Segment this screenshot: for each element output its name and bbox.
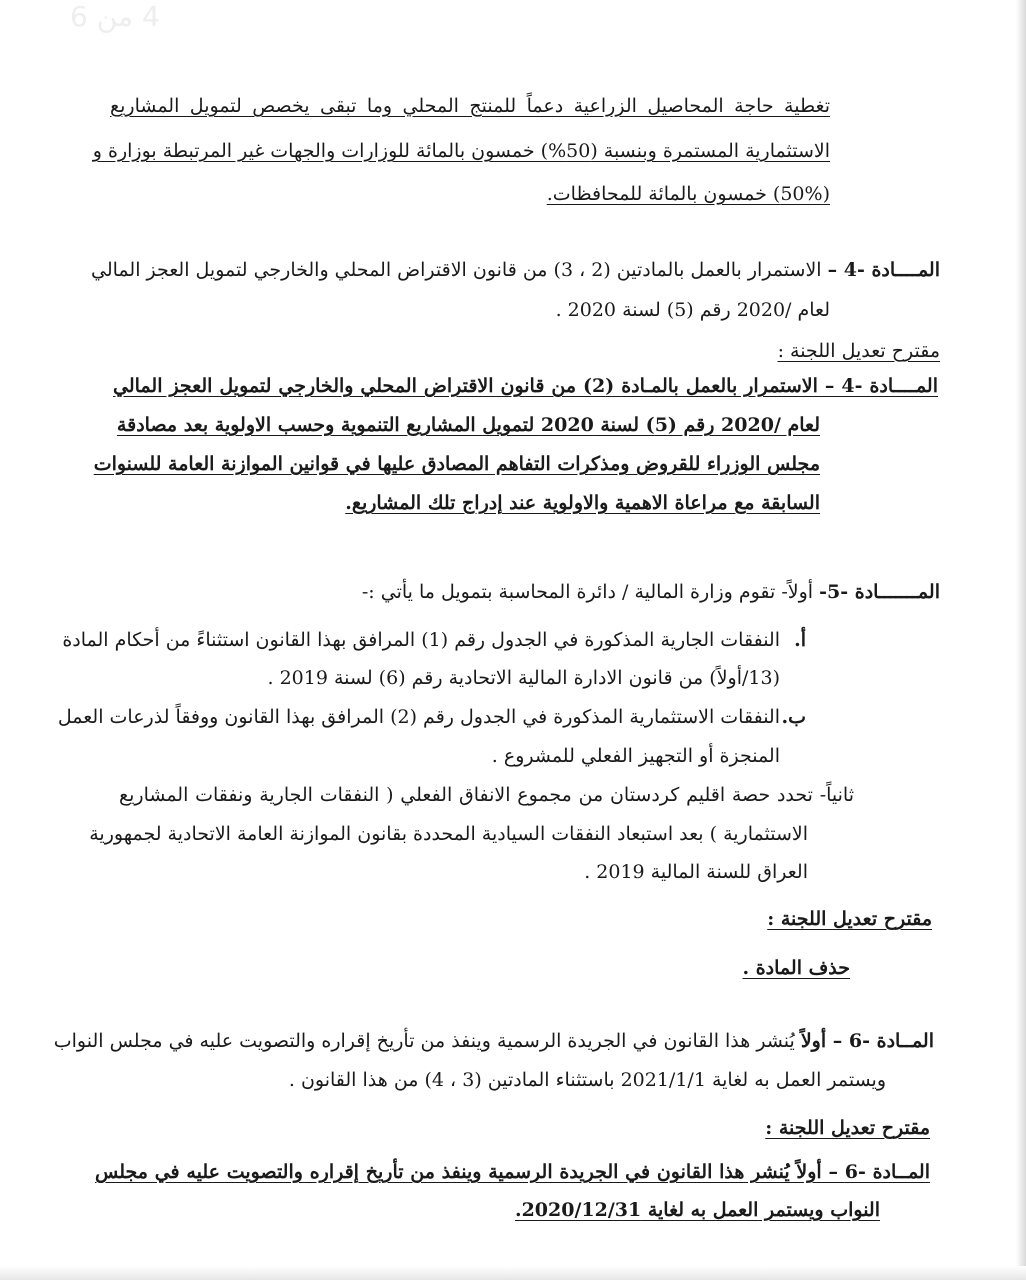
article-6-line-1 xyxy=(53,1027,934,1055)
top-paragraph-line-1: تغطية حاجة المحاصيل الزراعية دعماً للمنتج المحلي وما تبقى يخصص لتمويل المشاريع xyxy=(110,95,830,117)
article-4-text-line-1: الاستمرار بالعمل بالمادتين (2 ، 3) من قانون الاقتراض المحلي والخارجي لتمويل العجز المالي xyxy=(91,259,822,281)
page-number-watermark: 4 من 6 xyxy=(70,0,160,33)
article-5-intro xyxy=(362,578,940,606)
article-4-amendment-line-2: لعام /2020 رقم (5) لسنة 2020 لتمويل المشاريع التنموية وحسب الاولوية بعد مصادقة xyxy=(116,414,820,436)
article-5-second-line-3: العراق للسنة المالية 2019 . xyxy=(584,861,808,883)
top-paragraph-line-3: (50%) خمسون بالمائة للمحافظات. xyxy=(546,183,830,205)
article-5-second-line-1: ثانياً- تحدد حصة اقليم كردستان من مجموع الانفاق الفعلي ( النفقات الجارية ونفقات المشاريع xyxy=(119,784,854,806)
article-5-item-b-line-1: النفقات الاستثمارية المذكورة في الجدول رقم (2) المرافق بهذا القانون ووفقاً لذرعات العمل xyxy=(57,706,780,728)
article-5-item-a-line-2: (13/أولاً) من قانون الادارة المالية الاتحادية رقم (6) لسنة 2019 . xyxy=(267,667,780,689)
article-5-item-b-marker: ب. xyxy=(781,706,806,728)
article-5-item-a-marker: أ. xyxy=(794,629,806,651)
page-right-shadow xyxy=(1016,0,1026,1280)
article-6-text-line-1: يُنشر هذا القانون في الجريدة الرسمية وينفذ من تأريخ إقراره والتصويت عليه في مجلس النواب xyxy=(53,1030,795,1052)
article-6-label: المــادة -6 – أولاً xyxy=(800,1030,934,1052)
delete-article-note: حذف المادة . xyxy=(742,957,850,979)
article-4-amendment-line-4: السابقة مع مراعاة الاهمية والاولوية عند إدراج تلك المشاريع. xyxy=(345,492,820,514)
article-4 xyxy=(91,256,940,284)
article-5-label: المـــــــادة -5- xyxy=(819,581,940,603)
page-bottom-shadow xyxy=(0,1266,1026,1280)
article-4-amendment-line-3: مجلس الوزراء للقروض ومذكرات التفاهم المصادق عليها في قوانين الموازنة العامة للسنوات xyxy=(93,453,820,475)
article-4-amendment-line-1: المــــادة -4 – الاستمرار بالعمل بالمـادة (2) من قانون الاقتراض المحلي والخارجي لتمويل العجز المالي xyxy=(113,375,938,397)
article-6-amendment-line-1: المــادة -6 – أولاً يُنشر هذا القانون في الجريدة الرسمية وينفذ من تأريخ إقراره والتصويت عليه في مجلس xyxy=(95,1161,930,1183)
article-5-intro-text: أولاً- تقوم وزارة المالية / دائرة المحاسبة بتمويل ما يأتي :- xyxy=(361,581,814,603)
article-4-text-line-2: لعام /2020 رقم (5) لسنة 2020 . xyxy=(555,299,830,321)
committee-proposal-heading-1: مقترح تعديل اللجنة : xyxy=(777,340,940,362)
article-6-text-line-2: ويستمر العمل به لغاية 2021/1/1 باستثناء المادتين (3 ، 4) من هذا القانون . xyxy=(288,1069,886,1091)
article-5-item-a-line-1: النفقات الجارية المذكورة في الجدول رقم (1) المرافق بهذا القانون استثناءً من أحكام المادة xyxy=(62,629,780,651)
article-5-second-line-2: الاستثمارية ) بعد استبعاد النفقات السيادية المحددة بقانون الموازنة العامة الاتحادية لجمهورية xyxy=(89,823,808,845)
committee-proposal-heading-2: مقترح تعديل اللجنة : xyxy=(767,908,932,930)
article-6-amendment-line-2: النواب ويستمر العمل به لغاية 2020/12/31. xyxy=(514,1199,880,1221)
committee-proposal-heading-3: مقترح تعديل اللجنة : xyxy=(765,1117,930,1139)
article-5-item-b-line-2: المنجزة أو التجهيز الفعلي للمشروع . xyxy=(491,745,780,767)
top-paragraph-line-2: الاستثمارية المستمرة وبنسبة (50%) خمسون بالمائة للوزارات والجهات غير المرتبطة بوزارة و xyxy=(92,140,830,162)
article-4-label: المــــادة -4 – xyxy=(827,259,940,281)
